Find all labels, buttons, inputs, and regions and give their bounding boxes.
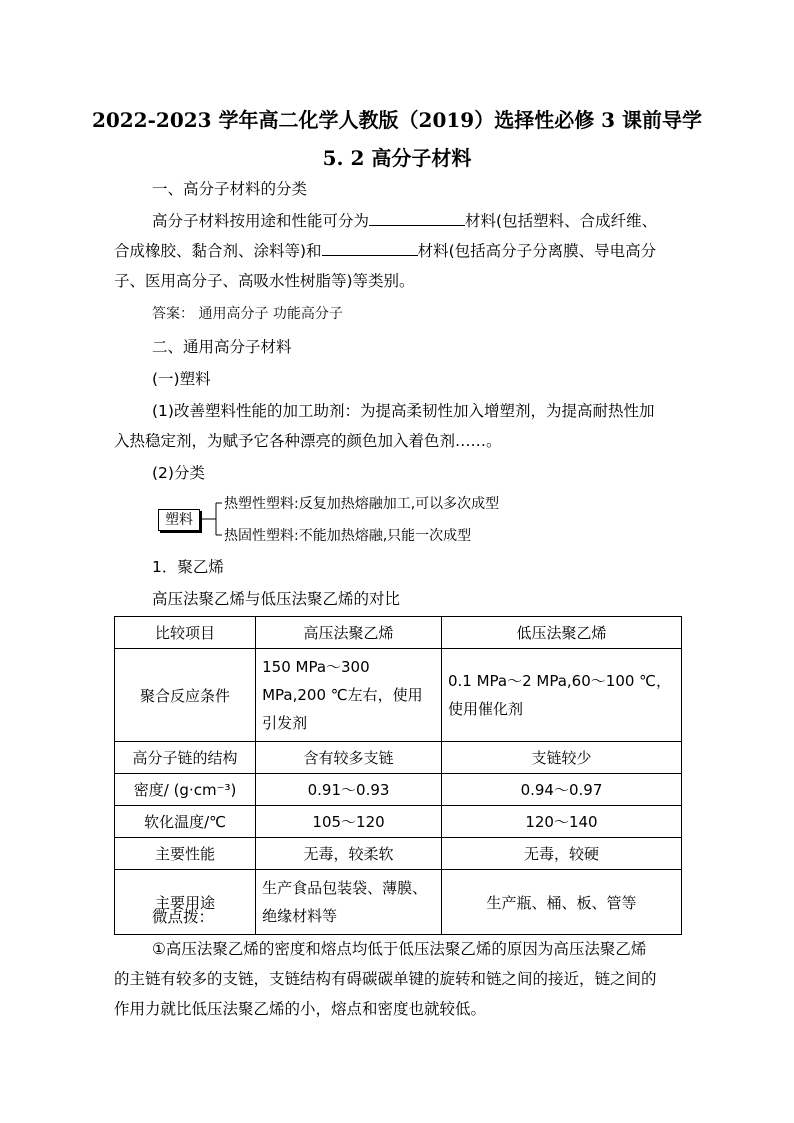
paragraph-line: 作用力就比低压法聚乙烯的小，熔点和密度也就较低。 xyxy=(114,1000,487,1018)
diagram-branch-thermoset: 热固性塑料:不能加热熔融,只能一次成型 xyxy=(224,528,472,544)
paragraph-line xyxy=(152,210,657,232)
section-heading-general: 二、通用高分子材料 xyxy=(152,338,292,356)
paragraph-line: 的主链有较多的支链，支链结构有碍碳碳单键的旋转和链之间的接近，链之间的 xyxy=(114,970,657,988)
paragraph-text: 高分子材料按用途和性能可分为 xyxy=(152,212,370,230)
paragraph-line: (1)改善塑料性能的加工助剂：为提高柔韧性加入增塑剂，为提高耐热性加 xyxy=(152,402,655,420)
paragraph-line: 入热稳定剂，为赋予它各种漂亮的颜色加入着色剂……。 xyxy=(114,432,502,450)
document-subtitle: 5. 2 高分子材料 xyxy=(322,146,472,170)
table-header-cell: 比较项目 xyxy=(115,617,256,649)
document-title: 2022-2023 学年高二化学人教版（2019）选择性必修 3 课前导学 xyxy=(91,108,703,132)
table-row xyxy=(115,742,682,774)
diagram-branch-thermoplastic: 热塑性塑料:反复加热熔融加工,可以多次成型 xyxy=(224,496,500,512)
diagram-root-box: 塑料 xyxy=(158,509,200,531)
table-row xyxy=(115,806,682,838)
paragraph-text: 材料(包括塑料、合成纤维、 xyxy=(465,212,658,230)
table-header-cell: 低压法聚乙烯 xyxy=(441,617,681,649)
section-heading-polyethylene: 1．聚乙烯 xyxy=(152,558,224,576)
table-cell: 无毒，较硬 xyxy=(441,838,681,870)
section-heading-classification: 一、高分子材料的分类 xyxy=(152,180,308,198)
paragraph-text: 材料(包括高分子分离膜、导电高分 xyxy=(417,242,657,260)
answer-line: 答案： 通用高分子 功能高分子 xyxy=(152,306,343,322)
polyethylene-comparison-table xyxy=(114,616,682,935)
table-cell: 聚合反应条件 xyxy=(115,649,256,742)
table-header-row xyxy=(115,617,682,649)
subsection-heading-plastics: (一)塑料 xyxy=(152,370,211,388)
paragraph-text: 合成橡胶、黏合剂、涂料等)和 xyxy=(114,242,322,260)
fill-blank-2 xyxy=(322,240,418,256)
table-cell: 105～120 xyxy=(256,806,442,838)
table-cell: 生产食品包装袋、薄膜、绝缘材料等 xyxy=(256,870,442,935)
plastics-classification-diagram xyxy=(152,489,552,549)
table-cell: 含有较多支链 xyxy=(256,742,442,774)
table-cell: 150 MPa～300 MPa,200 ℃左右，使用引发剂 xyxy=(256,649,442,742)
table-cell: 生产瓶、桶、板、管等 xyxy=(441,870,681,935)
notes-label: 微点拨： xyxy=(152,908,215,926)
table-cell: 主要用途 xyxy=(115,870,256,935)
table-cell: 软化温度/℃ xyxy=(115,806,256,838)
table-cell: 120～140 xyxy=(441,806,681,838)
table-cell: 0.1 MPa～2 MPa,60～100 ℃，使用催化剂 xyxy=(441,649,681,742)
table-row xyxy=(115,838,682,870)
table-row xyxy=(115,774,682,806)
table-cell: 高分子链的结构 xyxy=(115,742,256,774)
list-item-classification: (2)分类 xyxy=(152,464,205,482)
table-cell: 支链较少 xyxy=(441,742,681,774)
table-caption: 高压法聚乙烯与低压法聚乙烯的对比 xyxy=(152,590,401,608)
paragraph-line xyxy=(114,240,656,262)
table-row xyxy=(115,649,682,742)
paragraph-line: ①高压法聚乙烯的密度和熔点均低于低压法聚乙烯的原因为高压法聚乙烯 xyxy=(152,940,647,958)
table-cell: 0.94～0.97 xyxy=(441,774,681,806)
fill-blank-1 xyxy=(369,210,465,226)
table-cell: 密度/ (g·cm⁻³) xyxy=(115,774,256,806)
table-header-cell: 高压法聚乙烯 xyxy=(256,617,442,649)
table-cell: 无毒，较柔软 xyxy=(256,838,442,870)
table-cell: 0.91～0.93 xyxy=(256,774,442,806)
paragraph-line: 子、医用高分子、高吸水性树脂等)等类别。 xyxy=(114,272,415,290)
table-cell: 主要性能 xyxy=(115,838,256,870)
